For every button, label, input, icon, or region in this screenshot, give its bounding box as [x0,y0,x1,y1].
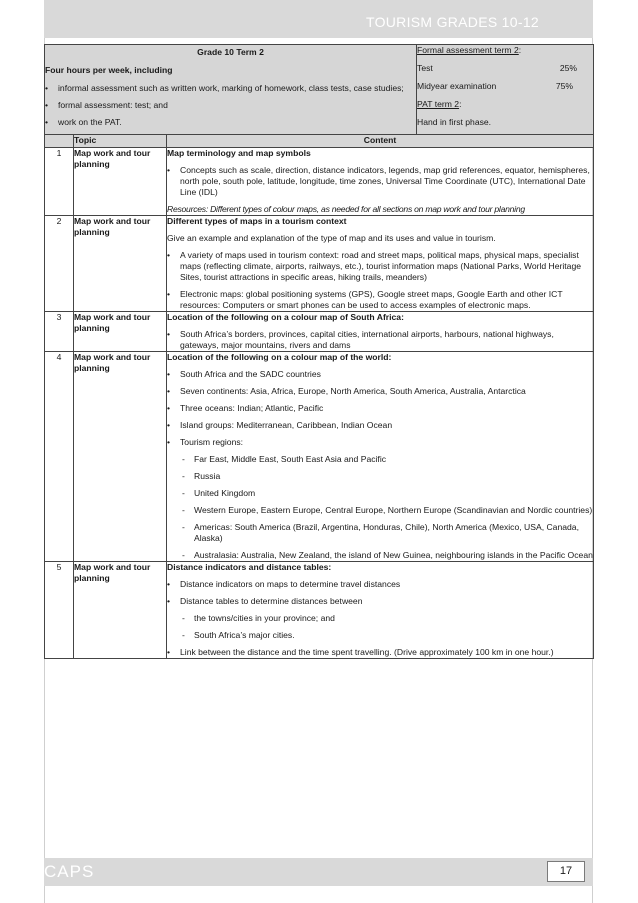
list-item: • work on the PAT. [45,117,416,128]
pat-heading: PAT term 2: [417,99,462,109]
row-content [167,148,594,216]
content-intro: Give an example and explanation of the type of map and its uses and value in tourism. [167,233,496,243]
page-footer [44,858,593,886]
sub-list-item: - United Kingdom [167,488,593,499]
row-content [167,216,594,312]
table-row [45,312,594,352]
sub-list-item: - Far East, Middle East, South East Asia and Pacific [167,454,593,465]
row-content [167,312,594,352]
table-row [45,216,594,312]
footer-caps-label: CAPS [44,862,95,881]
sub-list-item: - Russia [167,471,593,482]
table-row [45,148,594,216]
midyear-value: 75% [555,81,574,91]
list-item: • formal assessment: test; and [45,100,416,111]
content-title: Location of the following on a colour map of the world: [167,352,392,362]
sub-list-item: - South Africa’s major cities. [167,630,593,641]
term-overview-cell [45,45,417,135]
midyear-label: Midyear examination [417,81,497,91]
list-item: • Seven continents: Asia, Africa, Europe, North America, South America, Australia, Antarctica [167,386,593,397]
table-header-row [45,135,594,148]
midyear-weight-row [417,81,593,92]
row-number: 3 [45,312,74,352]
sub-list-item: - Australasia: Australia, New Zealand, the island of New Guinea, neighbouring islands in the Pacific Ocean [167,550,593,561]
sub-list-item: - Western Europe, Eastern Europe, Central Europe, Northern Europe (Scandinavian and Nordic countries) [167,505,593,516]
list-item: • informal assessment such as written work, marking of homework, class tests, case studies; [45,83,416,94]
content-title: Distance indicators and distance tables: [167,562,332,572]
list-item: • South Africa’s borders, provinces, capital cities, international airports, harbours, national highways, gateways, major mountains, rivers and dams [167,329,593,351]
row-topic: Map work and tour planning [74,312,167,352]
resources-note: Resources: Different types of colour maps, as needed for all sections on map work and tour planning [167,204,525,214]
formal-assessment-cell [417,45,594,135]
row-number: 1 [45,148,74,216]
list-item: • A variety of maps used in tourism context: road and street maps, political maps, physical maps, specialist maps (reflecting climate, airports, railways, etc.), tourist information maps (National Parks, World Heritage Sites, tourist attractions in specific areas, hiking trails, meanders) [167,250,593,283]
list-item: • Link between the distance and the time spent travelling. (Drive approximately 100 km in one hour.) [167,647,593,658]
row-number: 5 [45,562,74,659]
list-item: • Island groups: Mediterranean, Caribbean, Indian Ocean [167,420,593,431]
list-item: • Electronic maps: global positioning systems (GPS), Google street maps, Google Earth and other ICT resources: Computers or smart phones can be used to access examples of electronic maps. [167,289,593,311]
content-title: Different types of maps in a tourism context [167,216,347,226]
row-number: 2 [45,216,74,312]
row-topic: Map work and tour planning [74,216,167,312]
table-row [45,562,594,659]
pat-text: Hand in first phase. [417,117,492,127]
number-header [45,135,74,148]
row-topic: Map work and tour planning [74,562,167,659]
test-value: 25% [559,63,578,73]
term-heading: Grade 10 Term 2 [197,47,264,57]
header-title: TOURISM GRADES 10-12 [365,14,539,30]
test-weight-row [417,63,593,74]
row-content [167,562,594,659]
row-topic: Map work and tour planning [74,352,167,562]
test-label: Test [417,63,433,73]
table-row [45,352,594,562]
page-header [44,0,593,38]
row-topic: Map work and tour planning [74,148,167,216]
sub-list-item: - the towns/cities in your province; and [167,613,593,624]
content-title: Map terminology and map symbols [167,148,311,158]
list-item: • Three oceans: Indian; Atlantic, Pacific [167,403,593,414]
row-content [167,352,594,562]
list-item: • Concepts such as scale, direction, distance indicators, legends, map grid references, equator, hemispheres, north pole, south pole, latitude, longitude, time zones, Universal Time Coordinate (UTC), International Date Line (IDL) [167,165,593,198]
content-header: Content [167,135,594,148]
formal-assessment-heading: Formal assessment term 2: [417,45,522,55]
hours-text: Four hours per week, including [45,65,173,75]
sub-list-item: - Americas: South America (Brazil, Argentina, Honduras, Chile), North America (Mexico, USA, Canada, Alaska) [167,522,593,544]
row-number: 4 [45,352,74,562]
list-item: • Tourism regions: [167,437,593,448]
intro-row [45,45,594,135]
page-number: 17 [547,861,585,882]
topic-header: Topic [74,135,167,148]
curriculum-table [44,44,594,659]
content-title: Location of the following on a colour map of South Africa: [167,312,404,322]
list-item: • Distance indicators on maps to determine travel distances [167,579,593,590]
list-item: • Distance tables to determine distances between [167,596,593,607]
list-item: • South Africa and the SADC countries [167,369,593,380]
